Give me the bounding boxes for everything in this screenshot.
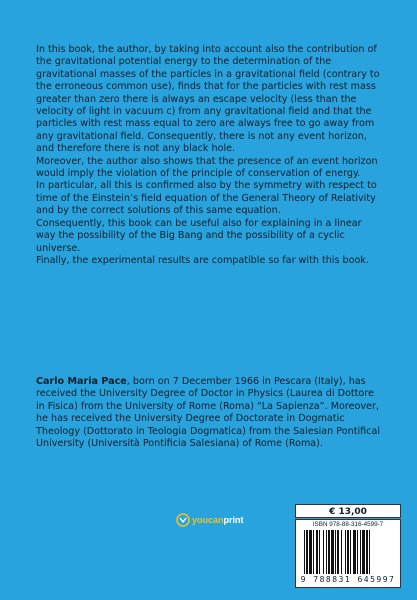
- barcode-bar: [366, 530, 368, 574]
- author-bio: [36, 376, 382, 450]
- barcode-graphic: [304, 530, 394, 574]
- barcode-bar: [353, 530, 356, 574]
- barcode-bar: [331, 530, 334, 574]
- barcode-bar: [362, 530, 365, 574]
- barcode-bar: [347, 530, 349, 574]
- logo-can: can: [208, 515, 224, 525]
- blurb-paragraph: In particular, all this is confirmed also by the symmetry with respect to time of the Einstein’s field equation of the General Theory of Relativity and by the correct solutions of this same equation.: [36, 180, 377, 217]
- barcode-bar: [341, 530, 342, 574]
- isbn-text: ISBN 978-88-316-4599-7: [312, 521, 384, 528]
- logo-you: you: [192, 515, 209, 525]
- barcode-bar: [345, 530, 346, 574]
- barcode-bar: [360, 530, 361, 574]
- author-bio-text: , born on 7 December 1966 in Pescara (Italy), has received the University Degree of Doctor in Physics (Laurea di Dottore in Fisica) from the University of Rome (Roma) “La Sapienza”. Moreover, he has received the University Degree of Doctorate in Dogmatic Theology (Dottorato in Teologia Dogmatica) from the Salesian Pontifical University (Università Pontificia Salesiana) of Rome (Roma).: [36, 376, 380, 450]
- barcode-bar: [323, 530, 324, 574]
- author-name: Carlo Maria Pace: [36, 376, 127, 387]
- blurb-paragraph: In this book, the author, by taking into account also the contribution of the gravitational potential energy to the determination of the gravitational masses of the particles in a gravitational field (contrary to the erroneous common use), finds that for the particles with rest mass greater than zero there is always an escape velocity (less than the velocity of light in vacuum c) from any gravitational field and that the particles with rest mass equal to zero are always free to go away from any gravitational field. Consequently, there is not any event horizon, and therefore there is not any black hole.: [36, 44, 380, 155]
- barcode-bar: [306, 530, 308, 574]
- barcode-bar: [335, 530, 336, 574]
- publisher-logo-icon: [176, 513, 190, 527]
- barcode-bar: [316, 530, 318, 574]
- barcode-bar: [369, 530, 370, 574]
- publisher-logo: [176, 513, 244, 527]
- barcode-bar: [304, 530, 305, 574]
- barcode-bar: [313, 530, 314, 574]
- isbn-barcode-box: [295, 519, 401, 588]
- price-label: € 13,00: [295, 504, 401, 518]
- blurb-paragraph: Moreover, the author also shows that the presence of an event horizon would imply the violation of the principle of conservation of energy.: [36, 155, 378, 180]
- barcode-number: 9 788831 645997: [300, 575, 396, 584]
- barcode-bar: [357, 530, 358, 574]
- back-cover-blurb: [36, 44, 382, 267]
- blurb-paragraph: Consequently, this book can be useful also for explaining in a linear way the possibility of the Big Bang and the possibility of a cyclic universe.: [36, 217, 362, 254]
- barcode-bar: [309, 530, 312, 574]
- barcode-bar: [319, 530, 320, 574]
- logo-print: print: [223, 515, 244, 525]
- barcode-bar: [328, 530, 330, 574]
- barcode-bar: [337, 530, 339, 574]
- blurb-paragraph: Finally, the experimental results are compatible so far with this book.: [36, 254, 369, 266]
- barcode-bar: [350, 530, 351, 574]
- barcode-bar: [326, 530, 327, 574]
